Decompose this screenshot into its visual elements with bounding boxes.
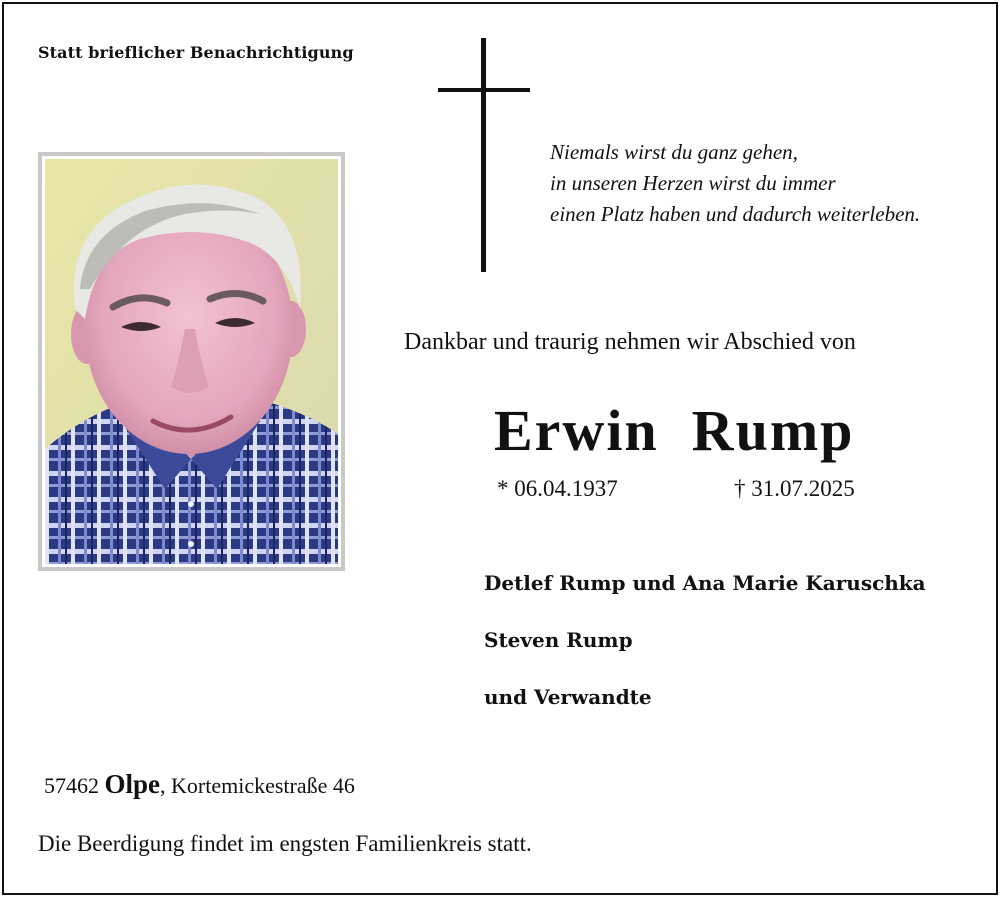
farewell-line: Dankbar und traurig nehmen wir Abschied von <box>404 329 856 355</box>
mourner-line: und Verwandte <box>484 685 652 709</box>
poem-line: Niemals wirst du ganz gehen, <box>550 140 798 164</box>
cross-icon <box>438 38 530 272</box>
poem-line: in unseren Herzen wirst du immer <box>550 171 836 195</box>
header-note: Statt brieflicher Benachrichtigung <box>38 43 354 62</box>
mourner-line: Steven Rump <box>484 628 633 652</box>
poem-line: einen Platz haben und dadurch weiterleben. <box>550 202 921 226</box>
city: Olpe <box>104 769 161 799</box>
birth-date: * 06.04.1937 <box>497 476 618 501</box>
death-date: † 31.07.2025 <box>734 476 855 501</box>
postcode: 57462 <box>44 773 99 798</box>
portrait-photo <box>38 152 345 571</box>
street: , Kortemickestraße 46 <box>160 773 355 798</box>
memorial-poem <box>550 137 920 230</box>
funeral-note: Die Beerdigung findet im engsten Familienkreis statt. <box>38 831 532 856</box>
deceased-name: Erwin Rump <box>494 398 855 463</box>
mourner-line: Detlef Rump und Ana Marie Karuschka <box>484 571 926 595</box>
address <box>44 769 355 800</box>
